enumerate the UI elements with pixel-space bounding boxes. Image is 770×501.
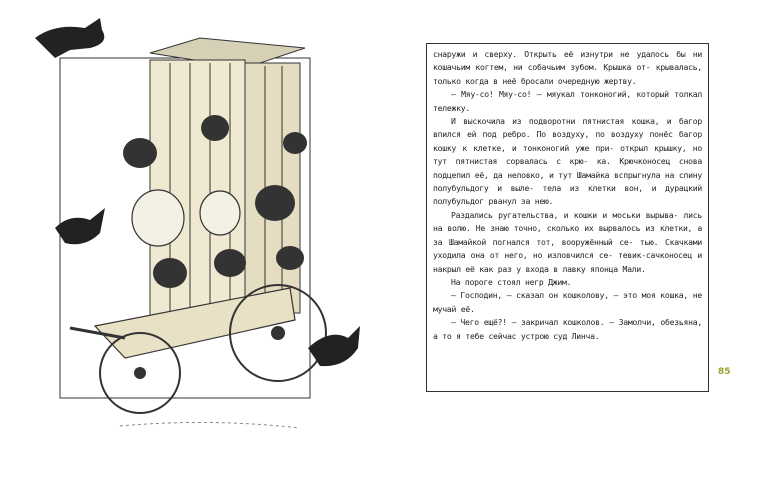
- paragraph-6: — Господин, — сказал он кошколову, — это моя кошка, не мучай её.: [433, 290, 702, 314]
- cage-cart-with-cats-illustration: [30, 8, 390, 438]
- page-number: 85: [718, 367, 731, 377]
- paragraph-5: На пороге стоял негр Джим.: [451, 276, 572, 287]
- paragraph-1: снаружи и сверху. Открыть её изнутри не удалось бы ни кошачьим когтем, ни собачьим зубом. Крышка от- крывалась, только когда в неё бросали очередную жертву.: [433, 49, 702, 86]
- paragraph-3: И выскочила из подворотни пятнистая кошка, и багор впился ей под ребро. По воздуху, по воздуху понёс багор кошку к клетке, и тонконогий уже при- открыл крышку, но тут пятнистая сорвалась с крю- ка. Крючконосец снова подцепил её, да неловко, и тут Шамайка вспрыгнула на спину полубульдогу и выле- тела из клетки вон, и дурацкий полубульдог рванул за нею.: [433, 116, 702, 207]
- text-frame: [426, 43, 709, 392]
- paragraph-7: — Чего ещё?! — закричал кошколов. — Замолчи, обезьяна, а то я тебе сейчас устрою суд Линча.: [433, 317, 702, 341]
- paragraph-4: Раздались ругательства, и кошки и моськи вырыва- лись на волю. Не знаю точно, сколько их вырвалось из клетки, а за Шамайкой погнался тот, вооружённый се- тью. Скачками уходила она от него, но изловчился се- тевик-сачконосец и накрыл её как раз у входа в лавку японца Мали.: [433, 209, 702, 274]
- paragraph-2: — Мяу-со! Мяу-со! — мяукал тонконогий, который толкал тележку.: [433, 89, 702, 113]
